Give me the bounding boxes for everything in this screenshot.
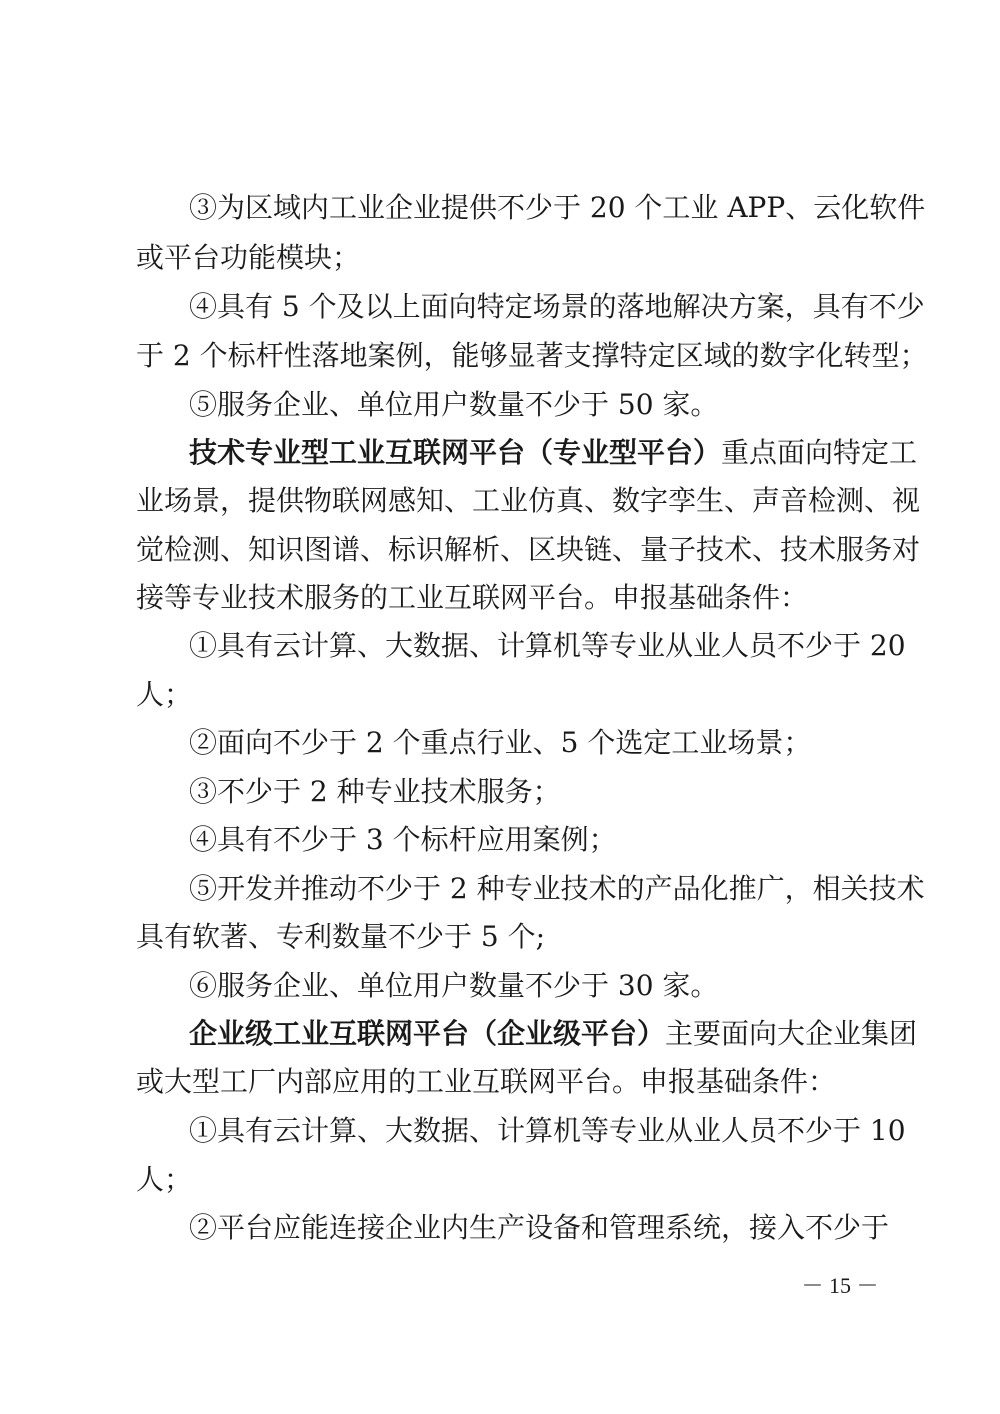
p2-line2: 于 2 个标杆性落地案例，能够显著支撑特定区域的数字化转型；	[136, 339, 928, 372]
p4-line1	[189, 428, 918, 478]
p4-line3: 觉检测、知识图谱、标识解析、区块链、量子技术、技术服务对	[136, 533, 921, 566]
p11-heading: 企业级工业互联网平台（企业级平台）	[189, 1017, 666, 1050]
p5-line1: ①具有云计算、大数据、计算机等专业从业人员不少于 20	[189, 629, 906, 662]
p12-line2: 人；	[136, 1163, 193, 1196]
p11-line1-rest: 主要面向大企业集团	[665, 1017, 918, 1050]
p4-line4: 接等专业技术服务的工业互联网平台。申报基础条件：	[136, 581, 809, 614]
p8-line1: ④具有不少于 3 个标杆应用案例；	[189, 823, 617, 856]
p6-line1: ②面向不少于 2 个重点行业、5 个选定工业场景；	[189, 726, 812, 759]
page-number: － 15 －	[801, 1273, 879, 1298]
p11-line1	[189, 1009, 918, 1059]
p12-line1: ①具有云计算、大数据、计算机等专业从业人员不少于 10	[189, 1114, 906, 1147]
p9-line2: 具有软著、专利数量不少于 5 个;	[136, 920, 546, 953]
p3-line1: ⑤服务企业、单位用户数量不少于 50 家。	[189, 388, 719, 421]
p10-line1: ⑥服务企业、单位用户数量不少于 30 家。	[189, 969, 719, 1002]
p11-line2: 或大型工厂内部应用的工业互联网平台。申报基础条件：	[136, 1065, 837, 1098]
p4-line1-rest: 重点面向特定工	[721, 436, 918, 469]
p2-line1: ④具有 5 个及以上面向特定场景的落地解决方案，具有不少	[189, 290, 925, 323]
p4-heading: 技术专业型工业互联网平台（专业型平台）	[189, 436, 722, 469]
p5-line2: 人；	[136, 678, 193, 711]
p13-line1: ②平台应能连接企业内生产设备和管理系统，接入不少于	[189, 1211, 890, 1244]
p7-line1: ③不少于 2 种专业技术服务；	[189, 775, 561, 808]
p1-line1: ③为区域内工业企业提供不少于 20 个工业 APP、云化软件	[189, 191, 926, 224]
p4-line2: 业场景，提供物联网感知、工业仿真、数字孪生、声音检测、视	[136, 484, 921, 517]
p1-line2: 或平台功能模块；	[136, 241, 361, 274]
p9-line1: ⑤开发并推动不少于 2 种专业技术的产品化推广，相关技术	[189, 872, 925, 905]
